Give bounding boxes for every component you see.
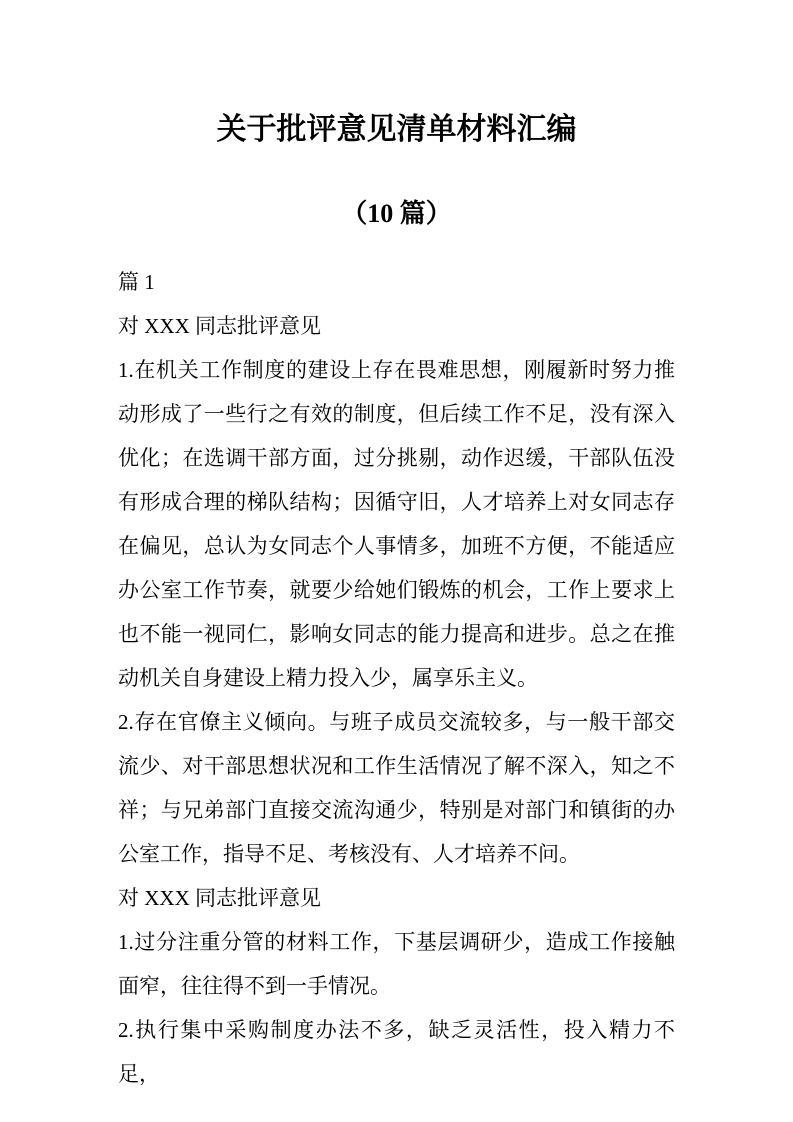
paragraph-critique-1-item-1: 1.在机关工作制度的建设上存在畏难思想，刚履新时努力推动形成了一些行之有效的制度，但后续工作不足，没有深入优化；在选调干部方面，过分挑剔，动作迟缓，干部队伍没有形成合理的梯队结构；因循守旧，人才培养上对女同志存在偏见，总认为女同志个人事情多，加班不方便，不能适应办公室工作节奏，就要少给她们锻炼的机会，工作上要求上也不能一视同仁，影响女同志的能力提高和进步。总之在推动机关自身建设上精力投入少，属享乐主义。 <box>118 358 675 690</box>
paragraph-critique-2-item-1: 1.过分注重分管的材料工作，下基层调研少，造成工作接触面窄，往往得不到一手情况。 <box>118 930 675 998</box>
document-body <box>118 260 675 1096</box>
paragraph-critique-1-item-2: 2.存在官僚主义倾向。与班子成员交流较多，与一般干部交流少、对干部思想状况和工作生活情况了解不深入，知之不祥；与兄弟部门直接交流沟通少，特别是对部门和镇街的办公室工作，指导不足、考核没有、人才培养不问。 <box>118 710 675 866</box>
document-subtitle: （10 篇） <box>341 199 452 228</box>
paragraph-critique-2-item-2: 2.执行集中采购制度办法不多，缺乏灵活性，投入精力不足， <box>118 1018 675 1086</box>
document-title: 关于批评意见清单材料汇编 <box>216 113 577 146</box>
paragraph-comrade-heading-2: 对 XXX 同志批评意见 <box>118 886 321 910</box>
paragraph-section-label: 篇 1 <box>118 270 155 294</box>
paragraph-comrade-heading-1: 对 XXX 同志批评意见 <box>118 314 321 338</box>
